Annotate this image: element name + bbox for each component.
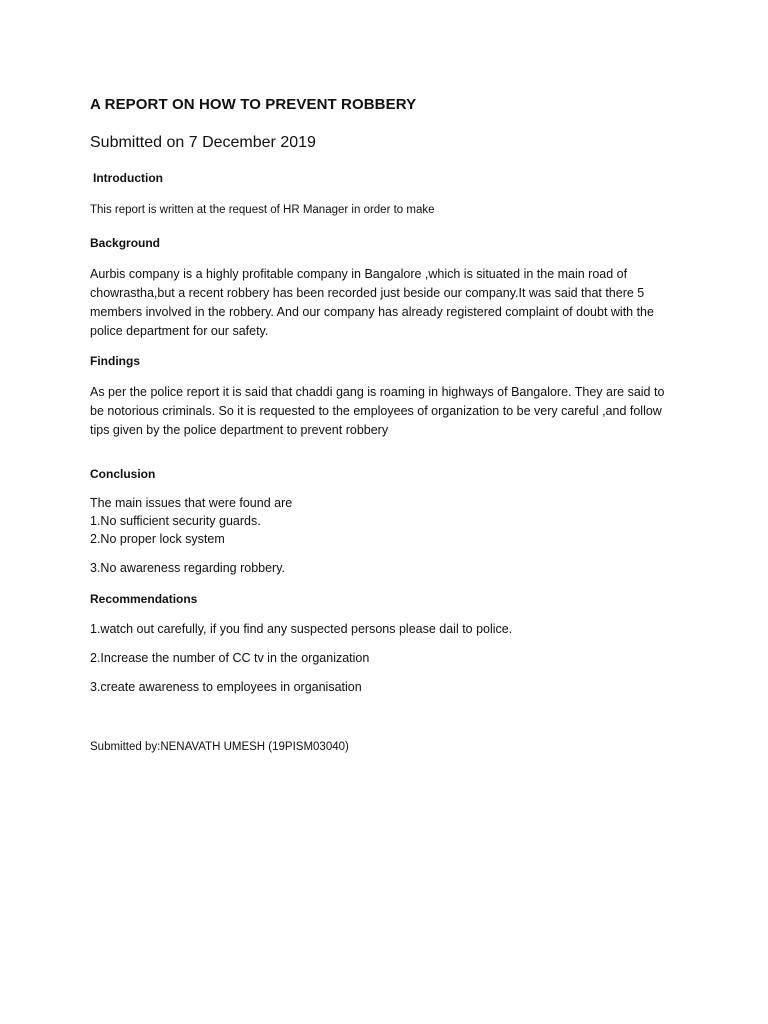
- conclusion-intro: The main issues that were found are: [90, 496, 293, 510]
- introduction-text: This report is written at the request of HR Manager in order to make: [90, 204, 435, 216]
- background-line: members involved in the robbery. And our company has already registered complaint of doubt with the: [90, 305, 654, 319]
- background-line: police department for our safety.: [90, 324, 269, 338]
- background-line: chowrastha,but a recent robbery has been recorded just beside our company.It was said that there 5: [90, 286, 645, 300]
- conclusion-item: 2.No proper lock system: [90, 532, 225, 546]
- recommendation-item: 3.create awareness to employees in organisation: [90, 680, 362, 694]
- recommendation-item: 2.Increase the number of CC tv in the organization: [90, 651, 370, 665]
- recommendation-item: 1.watch out carefully, if you find any suspected persons please dail to police.: [90, 622, 513, 636]
- recommendations-heading: Recommendations: [90, 592, 198, 606]
- submitted-date: Submitted on 7 December 2019: [90, 134, 316, 151]
- findings-line: tips given by the police department to prevent robbery: [90, 423, 389, 437]
- findings-line: be notorious criminals. So it is requested to the employees of organization to be very careful ,and follow: [90, 404, 662, 418]
- conclusion-heading: Conclusion: [90, 467, 156, 481]
- background-paragraph: [90, 265, 690, 341]
- introduction-heading: Introduction: [93, 171, 163, 185]
- findings-paragraph: [90, 383, 690, 440]
- background-heading: Background: [90, 236, 161, 250]
- background-line: Aurbis company is a highly profitable company in Bangalore ,which is situated in the main road of: [90, 267, 628, 281]
- conclusion-item: 3.No awareness regarding robbery.: [90, 561, 286, 575]
- findings-heading: Findings: [90, 354, 140, 368]
- conclusion-item: 1.No sufficient security guards.: [90, 514, 261, 528]
- report-title: A REPORT ON HOW TO PREVENT ROBBERY: [90, 96, 417, 113]
- findings-line: As per the police report it is said that chaddi gang is roaming in highways of Bangalore. They are said to: [90, 385, 665, 399]
- submitted-by: Submitted by:NENAVATH UMESH (19PISM03040): [90, 741, 349, 753]
